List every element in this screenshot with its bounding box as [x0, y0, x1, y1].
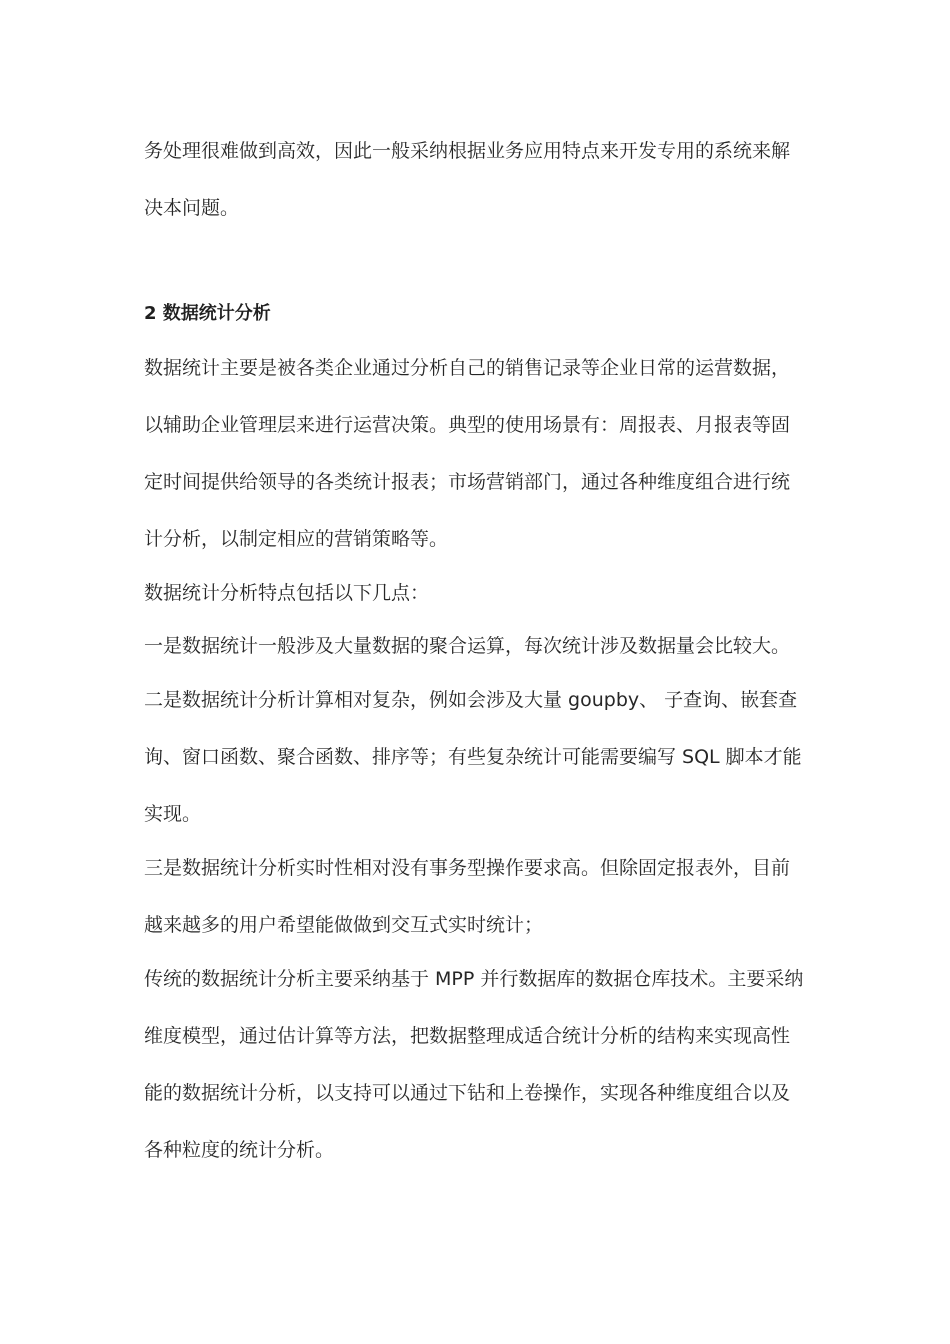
- intro-line-1: 务处理很难做到高效，因此一般采纳根据业务应用特点来开发专用的系统来解: [144, 140, 791, 162]
- para1-line-1: 数据统计主要是被各类企业通过分析自己的销售记录等企业日常的运营数据，: [144, 357, 791, 379]
- intro-line-2: 决本问题。: [144, 197, 240, 219]
- point1-line-1: 一是数据统计一般涉及大量数据的聚合运算，每次统计涉及数据量会比较大。: [144, 635, 791, 657]
- para2-line-2: 维度模型，通过估计算等方法，把数据整理成适合统计分析的结构来实现高性: [144, 1025, 791, 1047]
- point2-line-1: 二是数据统计分析计算相对复杂，例如会涉及大量 goupby、 子查询、嵌套查: [144, 689, 798, 711]
- para2-line-4: 各种粒度的统计分析。: [144, 1139, 335, 1161]
- section-heading: 2 数据统计分析: [144, 303, 271, 324]
- point2-line-2: 询、窗口函数、聚合函数、排序等；有些复杂统计可能需要编写 SQL 脚本才能: [144, 746, 802, 768]
- para1-line-4: 计分析，以制定相应的营销策略等。: [144, 528, 449, 550]
- point3-line-2: 越来越多的用户希望能做做到交互式实时统计；: [144, 914, 544, 936]
- features-intro: 数据统计分析特点包括以下几点：: [144, 582, 430, 604]
- para2-line-3: 能的数据统计分析，以支持可以通过下钻和上卷操作，实现各种维度组合以及: [144, 1082, 791, 1104]
- para1-line-2: 以辅助企业管理层来进行运营决策。典型的使用场景有：周报表、月报表等固: [144, 414, 791, 436]
- para2-line-1: 传统的数据统计分析主要采纳基于 MPP 并行数据库的数据仓库技术。主要采纳: [144, 968, 804, 990]
- para1-line-3: 定时间提供给领导的各类统计报表；市场营销部门，通过各种维度组合进行统: [144, 471, 791, 493]
- point2-line-3: 实现。: [144, 803, 202, 825]
- point3-line-1: 三是数据统计分析实时性相对没有事务型操作要求高。但除固定报表外，目前: [144, 857, 791, 879]
